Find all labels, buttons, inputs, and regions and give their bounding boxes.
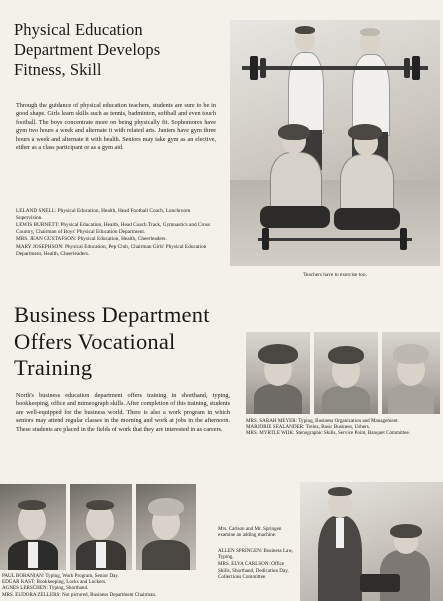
pe-teachers-exercise-photo [230, 20, 440, 266]
pe-body: Through the guidance of physical education teachers, students are sure to be in good shape. Girls learn skills such as tennis, badminton, softball and even touch football. The boys concentrate more on being physically fit. Sophomores have gym two hours a week and alternate it with related arts. Juniers have gym three hours a week and alternate it with health. Seniors may take gym as an elective, either as a class participant or as a gym aid. [16, 102, 216, 152]
biz-side-faculty-list [218, 548, 296, 580]
biz-faculty-boranian: PAUL BORANIAN: Typing, Work Program, Senior Day. [2, 573, 119, 579]
adding-machine-photo [300, 482, 443, 601]
biz-faculty-kast: EDGAR KAST: Bookkeeping, Locks and Lockers. [2, 579, 107, 586]
biz-left-faculty-list [2, 573, 242, 598]
portrait-marjorie-sealander [314, 332, 378, 414]
pe-faculty-josephson: MARY JOSEPHSON: Physical Education, Pep Club, Chairman Girls' Physical Education Department, Health, Cheerleaders. [16, 243, 207, 257]
biz-body: North's business education department offers training in shorthand, typing, bookkeeping, office and mimeograph skills. After completion of this training, students are well-equipped for the business world. There is also a work program in which seniors may attend regular classes in the morning and work at jobs in the afternoon. These students are placed in the fields of work that they are interested in as careers. [16, 392, 230, 433]
portrait-agnes-lerschen [136, 484, 196, 570]
biz-faculty-springen: ALLEN SPRINGEN: Business Law, Typing. [218, 548, 293, 561]
portrait-myrtle-wiik [382, 332, 440, 414]
biz-title [14, 302, 244, 382]
biz-title-line3: Training [14, 355, 93, 380]
pe-faculty-snell: LELAND SNELL: Physical Education, Health, Head Football Coach, Lunchroom Supervision. [16, 208, 191, 221]
portrait-edgar-kast [70, 484, 132, 570]
pe-faculty-gustafson: MRS. JEAN GUSTAFSON: Physical Education, Health, Cheerleaders. [16, 236, 167, 243]
pe-title-line1: Physical Education [14, 20, 143, 39]
portrait-paul-boranian [0, 484, 66, 570]
biz-photo-caption: Mrs. Carlson and Mr. Springen examine an adding machine. [218, 526, 282, 539]
pe-faculty-burnett: LEWIS BURNETT: Physical Education, Health, Head Coach Track, Gymnastics and Cross Country, Chairman of Boys' Physical Education Department. [16, 222, 211, 235]
biz-right-faculty-list [246, 418, 442, 437]
biz-faculty-lerschen: AGNES LERSCHEN: Typing, Shorthand. [2, 585, 89, 592]
portrait-sarah-meyer [246, 332, 310, 414]
pe-title [14, 20, 214, 80]
biz-faculty-wiik: MRS. MYRTLE WIIK: Stenographic Skills, Service Point, Banquet Committee. [246, 430, 411, 437]
pe-title-line3: Fitness, Skill [14, 60, 102, 79]
biz-faculty-zellers: MRS. EUDORA ZELLERS: Not pictured, Business Department Chairman. [2, 591, 157, 598]
biz-title-line1: Business Department [14, 302, 210, 327]
biz-faculty-carlson: MRS. ELVA CARLSON: Office Skills, Shorthand, Dedication Day, Collections Committee. [218, 561, 289, 580]
pe-title-line2: Department Develops [14, 40, 161, 59]
biz-faculty-sealander: MARJORIE SEALANDER: Treinz, Basic Business, Ushers. [246, 424, 370, 431]
pe-photo-caption: Teachers have to exercise too. [303, 272, 367, 278]
biz-faculty-meyer: MRS. SARAH MEYER: Typing, Business Organization and Management. [246, 418, 399, 424]
pe-faculty-list [16, 208, 216, 257]
biz-title-line2: Offers Vocational [14, 328, 176, 354]
